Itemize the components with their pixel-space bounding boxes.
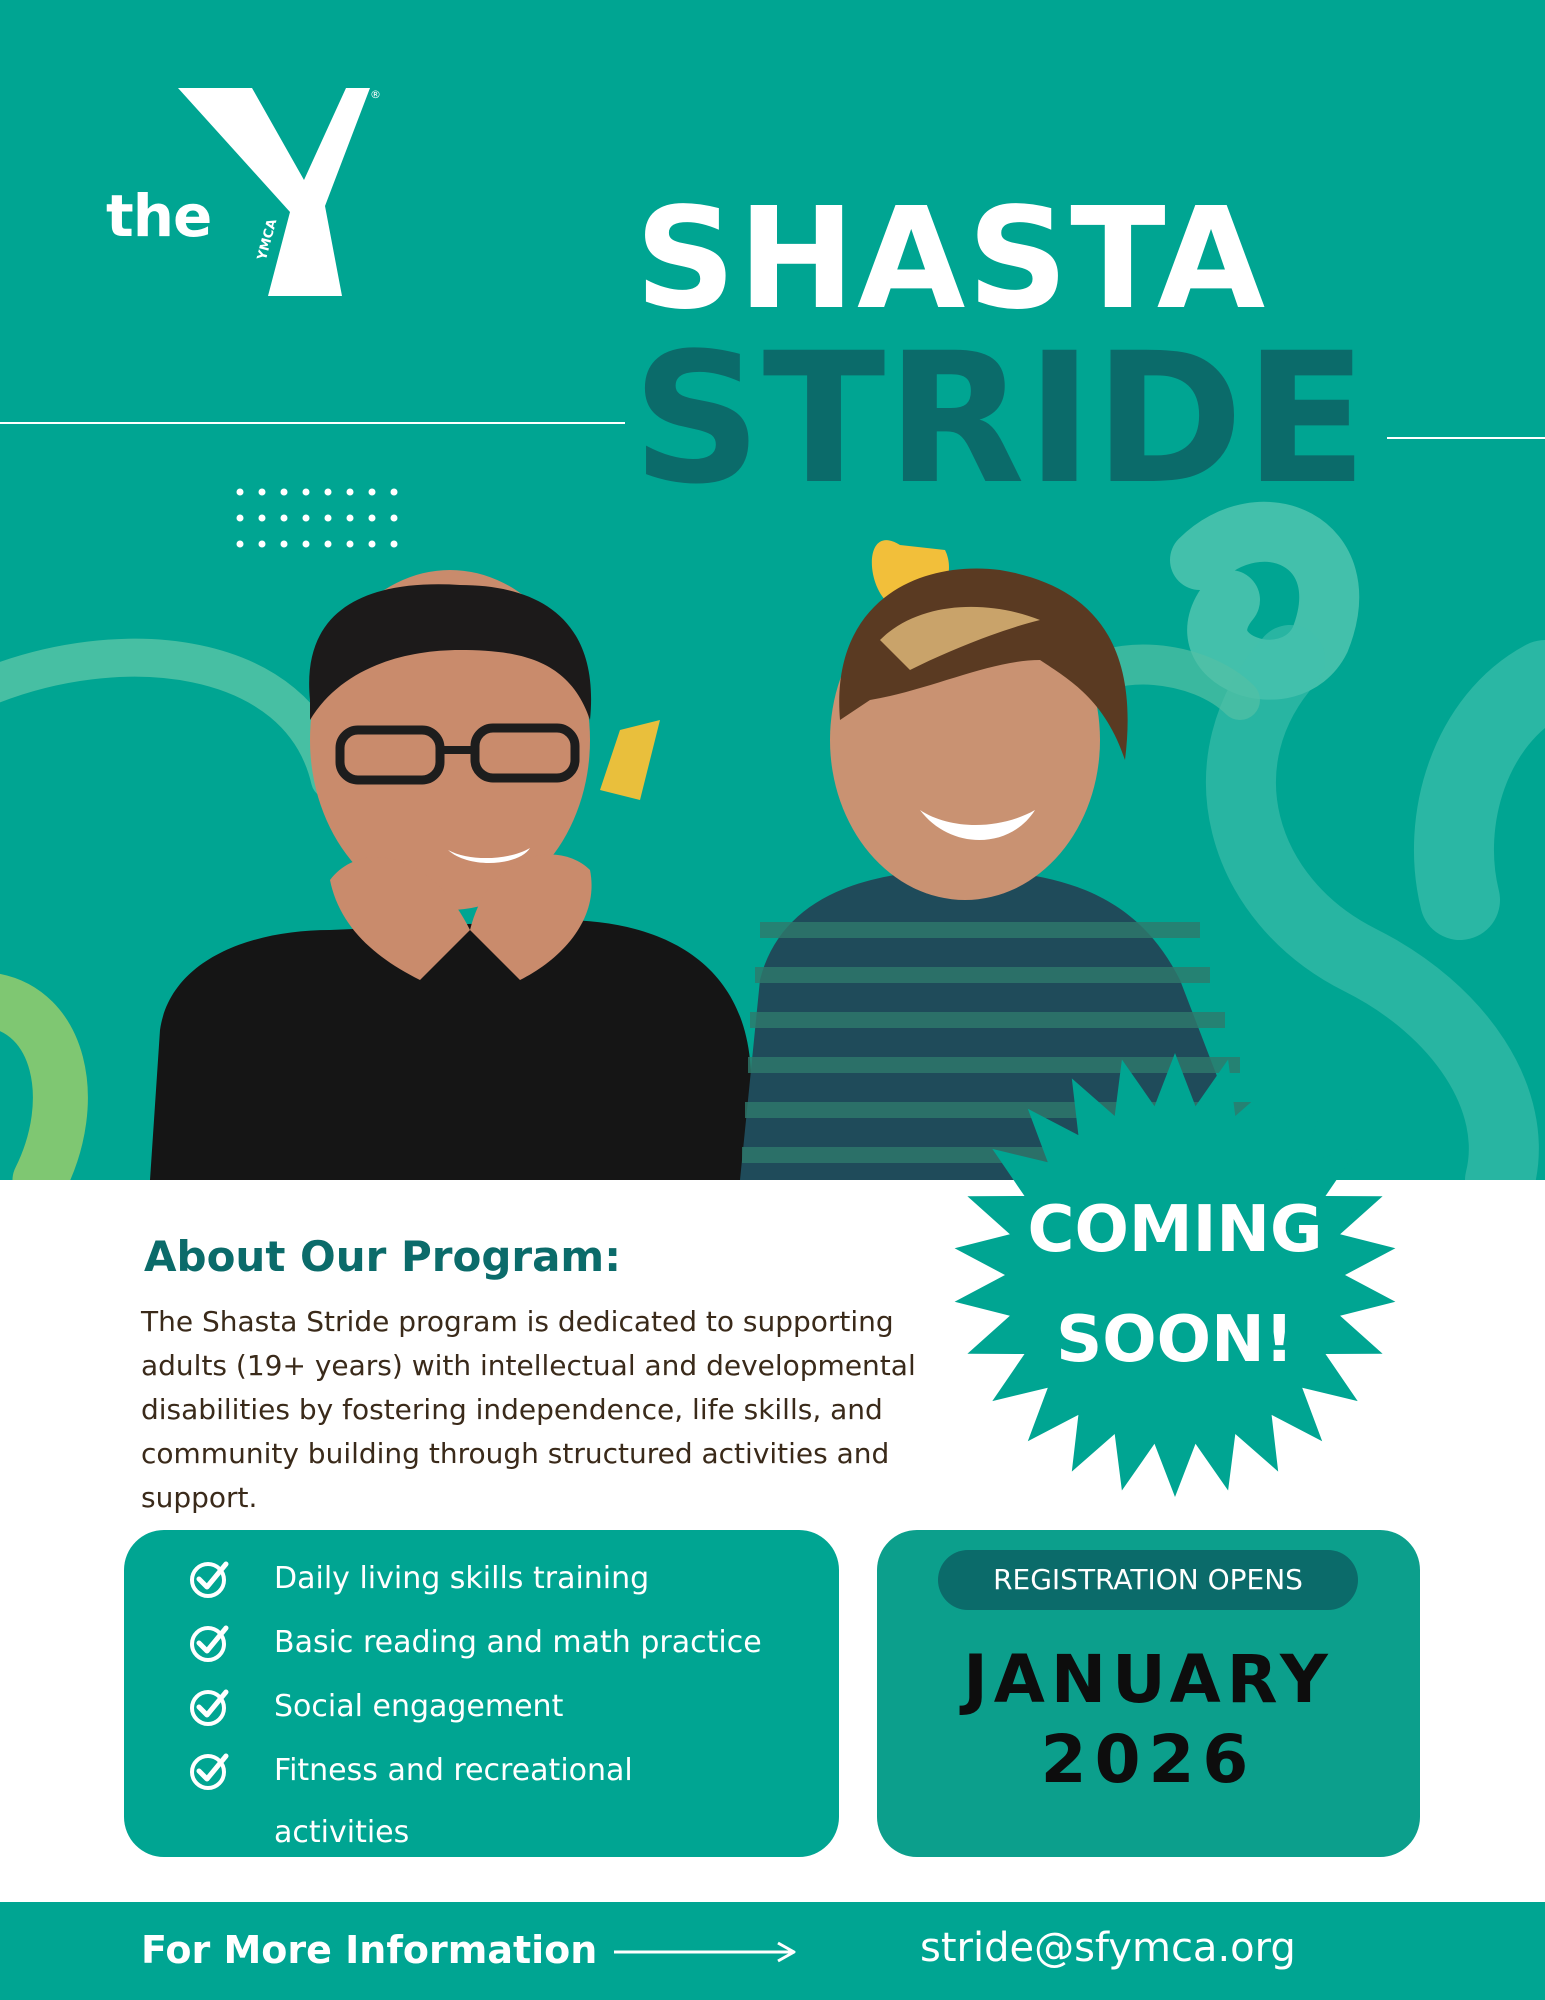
feature-label: Social engagement — [274, 1689, 564, 1724]
arrow-right-icon — [612, 1940, 797, 1964]
feature-label: Fitness and recreational activities — [274, 1753, 633, 1850]
feature-label: Daily living skills training — [274, 1561, 650, 1596]
logo-registered-mark: ® — [370, 88, 381, 101]
logo-subtext: YMCA — [255, 217, 281, 262]
list-item — [184, 1548, 824, 1610]
title-shasta: SHASTA — [635, 178, 1268, 341]
feature-list — [184, 1548, 824, 1866]
about-heading: About Our Program: — [144, 1232, 621, 1281]
registration-card — [877, 1530, 1420, 1857]
about-body: The Shasta Stride program is dedicated to supporting adults (19+ years) with intellectual and developmental disabilities by fostering independence, life skills, and community building through structured activities and support. — [141, 1305, 916, 1514]
list-item — [184, 1740, 824, 1864]
coming-soon-line-2: SOON! — [1056, 1303, 1294, 1377]
list-item — [184, 1676, 824, 1738]
logo-wordmark: the — [106, 182, 212, 250]
registration-year: 2026 — [1040, 1721, 1257, 1798]
check-circle-icon — [188, 1558, 230, 1600]
title-stride: STRIDE — [632, 315, 1369, 524]
list-item — [184, 1612, 824, 1674]
coming-soon-text — [955, 1175, 1395, 1395]
contact-email-link[interactable]: stride@sfymca.org — [920, 1925, 1296, 1971]
check-circle-icon — [188, 1750, 230, 1792]
footer-label: For More Information — [141, 1928, 598, 1972]
footer-bar — [0, 1902, 1545, 2000]
coming-soon-line-1: COMING — [1027, 1193, 1323, 1267]
check-circle-icon — [188, 1622, 230, 1664]
registration-month: JANUARY — [963, 1641, 1334, 1718]
feature-label: Basic reading and math practice — [274, 1625, 762, 1660]
registration-pill: REGISTRATION OPENS — [938, 1550, 1358, 1610]
features-card — [124, 1530, 839, 1857]
check-circle-icon — [188, 1686, 230, 1728]
